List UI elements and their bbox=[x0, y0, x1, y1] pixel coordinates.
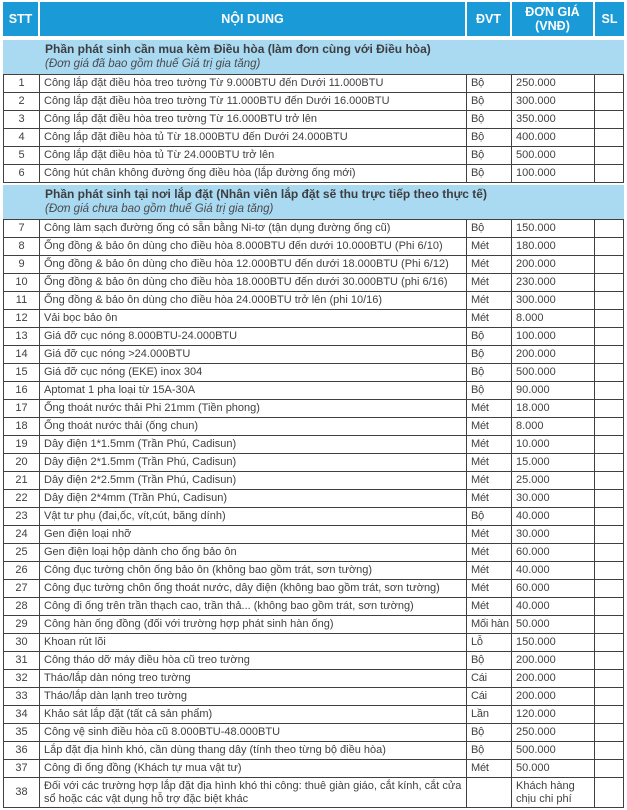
content-cell: Ống đồng & bảo ôn dùng cho điều hòa 8.000BTU đến dưới 10.000BTU (Phi 6/10) bbox=[40, 238, 467, 256]
price-cell: 200.000 bbox=[512, 652, 595, 670]
unit-cell: Bộ bbox=[467, 508, 512, 526]
qty-cell bbox=[595, 111, 624, 129]
price-cell: 180.000 bbox=[512, 238, 595, 256]
qty-cell bbox=[595, 490, 624, 508]
price-cell: 300.000 bbox=[512, 292, 595, 310]
stt-cell: 23 bbox=[3, 508, 40, 526]
qty-cell bbox=[595, 75, 624, 93]
content-cell: Aptomat 1 pha loại từ 15A-30A bbox=[40, 382, 467, 400]
unit-cell: Bộ bbox=[467, 328, 512, 346]
content-cell: Gen điện loại nhỡ bbox=[40, 526, 467, 544]
table-row bbox=[3, 562, 624, 580]
unit-cell: Mét bbox=[467, 400, 512, 418]
qty-cell bbox=[595, 256, 624, 274]
content-cell: Công tháo dỡ máy điều hòa cũ treo tường bbox=[40, 652, 467, 670]
stt-cell: 26 bbox=[3, 562, 40, 580]
unit-cell: Mét bbox=[467, 598, 512, 616]
unit-cell bbox=[467, 778, 512, 808]
content-cell: Công đi ống trên trần thạch cao, trần thả... (không bao gồm trát, sơn tường) bbox=[40, 598, 467, 616]
qty-cell bbox=[595, 436, 624, 454]
qty-cell bbox=[595, 328, 624, 346]
section-subtitle: (Đơn giá chưa bao gồm thuế Giá trị gia tăng) bbox=[45, 203, 274, 215]
stt-cell: 8 bbox=[3, 238, 40, 256]
unit-cell: Bộ bbox=[467, 220, 512, 238]
price-cell: 25.000 bbox=[512, 472, 595, 490]
table-row bbox=[3, 93, 624, 111]
price-cell: 90.000 bbox=[512, 382, 595, 400]
stt-cell: 37 bbox=[3, 760, 40, 778]
table-row bbox=[3, 165, 624, 183]
price-cell: 50.000 bbox=[512, 616, 595, 634]
content-cell: Công lắp đặt điều hòa treo tường Từ 11.000BTU đến Dưới 16.000BTU bbox=[40, 93, 467, 111]
price-cell: 150.000 bbox=[512, 634, 595, 652]
table-row bbox=[3, 580, 624, 598]
qty-cell bbox=[595, 274, 624, 292]
table-row bbox=[3, 526, 624, 544]
unit-cell: Mét bbox=[467, 580, 512, 598]
section-header-row bbox=[3, 183, 624, 220]
stt-cell: 17 bbox=[3, 400, 40, 418]
table-row bbox=[3, 436, 624, 454]
unit-cell: Bộ bbox=[467, 75, 512, 93]
content-cell: Công đi ống đồng (Khách tự mua vật tư) bbox=[40, 760, 467, 778]
unit-cell: Mét bbox=[467, 256, 512, 274]
qty-cell bbox=[595, 165, 624, 183]
price-cell: 18.000 bbox=[512, 400, 595, 418]
unit-cell: Bộ bbox=[467, 147, 512, 165]
price-cell: 150.000 bbox=[512, 220, 595, 238]
unit-cell: Lỗ bbox=[467, 634, 512, 652]
price-cell: 250.000 bbox=[512, 75, 595, 93]
stt-cell: 20 bbox=[3, 454, 40, 472]
table-row bbox=[3, 544, 624, 562]
stt-cell: 5 bbox=[3, 147, 40, 165]
table-row bbox=[3, 454, 624, 472]
qty-cell bbox=[595, 724, 624, 742]
price-cell: 8.000 bbox=[512, 310, 595, 328]
qty-cell bbox=[595, 760, 624, 778]
unit-cell: Bộ bbox=[467, 652, 512, 670]
table-row bbox=[3, 616, 624, 634]
unit-cell: Mét bbox=[467, 238, 512, 256]
stt-cell: 29 bbox=[3, 616, 40, 634]
column-header-row bbox=[3, 2, 624, 38]
price-cell: 200.000 bbox=[512, 688, 595, 706]
price-cell: 120.000 bbox=[512, 706, 595, 724]
unit-cell: Cái bbox=[467, 670, 512, 688]
price-cell: 350.000 bbox=[512, 111, 595, 129]
content-cell: Giá đỡ cục nóng (EKE) inox 304 bbox=[40, 364, 467, 382]
stt-cell: 28 bbox=[3, 598, 40, 616]
unit-cell: Mét bbox=[467, 436, 512, 454]
table-row bbox=[3, 418, 624, 436]
unit-cell: Bộ bbox=[467, 364, 512, 382]
table-row bbox=[3, 400, 624, 418]
table-row bbox=[3, 508, 624, 526]
table-row bbox=[3, 328, 624, 346]
stt-cell: 19 bbox=[3, 436, 40, 454]
stt-cell: 16 bbox=[3, 382, 40, 400]
content-cell: Vật tư phụ (đai,ốc, vít,cút, băng dính) bbox=[40, 508, 467, 526]
price-cell: 40.000 bbox=[512, 508, 595, 526]
section-subtitle: (Đơn giá đã bao gồm thuế Giá trị gia tăng) bbox=[45, 58, 261, 70]
table-row bbox=[3, 760, 624, 778]
qty-cell bbox=[595, 634, 624, 652]
qty-cell bbox=[595, 382, 624, 400]
stt-cell: 15 bbox=[3, 364, 40, 382]
content-cell: Công đục tường chôn ống bảo ôn (không bao gồm trát, sơn tường) bbox=[40, 562, 467, 580]
unit-cell: Mét bbox=[467, 760, 512, 778]
qty-cell bbox=[595, 670, 624, 688]
content-cell: Tháo/lắp dàn lạnh treo tường bbox=[40, 688, 467, 706]
price-cell: 500.000 bbox=[512, 147, 595, 165]
unit-cell: Mét bbox=[467, 472, 512, 490]
section-title: Phần phát sinh tại nơi lắp đặt (Nhân viên lắp đặt sẽ thu trực tiếp theo thực tế) bbox=[45, 187, 487, 201]
qty-cell bbox=[595, 400, 624, 418]
section-header-cell bbox=[3, 183, 624, 220]
qty-cell bbox=[595, 598, 624, 616]
stt-cell: 3 bbox=[3, 111, 40, 129]
price-cell: 200.000 bbox=[512, 670, 595, 688]
table-row bbox=[3, 364, 624, 382]
content-cell: Ống đồng & bảo ôn dùng cho điều hòa 24.000BTU trở lên (phi 10/16) bbox=[40, 292, 467, 310]
stt-cell: 31 bbox=[3, 652, 40, 670]
price-cell: 100.000 bbox=[512, 165, 595, 183]
qty-cell bbox=[595, 526, 624, 544]
content-cell: Dây điện 2*4mm (Trần Phú, Cadisun) bbox=[40, 490, 467, 508]
stt-cell: 32 bbox=[3, 670, 40, 688]
stt-cell: 7 bbox=[3, 220, 40, 238]
qty-cell bbox=[595, 652, 624, 670]
price-cell: 300.000 bbox=[512, 93, 595, 111]
qty-cell bbox=[595, 778, 624, 808]
unit-cell: Mét bbox=[467, 292, 512, 310]
content-cell: Công làm sạch đường ống có sẵn bằng Ni-tơ (tận dụng đường ống cũ) bbox=[40, 220, 467, 238]
unit-cell: Bộ bbox=[467, 111, 512, 129]
table-row bbox=[3, 220, 624, 238]
table-row bbox=[3, 778, 624, 808]
content-cell: Gen điện loại hộp dành cho ống bảo ôn bbox=[40, 544, 467, 562]
qty-cell bbox=[595, 238, 624, 256]
table-row bbox=[3, 256, 624, 274]
table-row bbox=[3, 472, 624, 490]
qty-cell bbox=[595, 706, 624, 724]
price-cell: 400.000 bbox=[512, 129, 595, 147]
unit-cell: Cái bbox=[467, 688, 512, 706]
column-header-content: NỘI DUNG bbox=[40, 2, 467, 38]
content-cell: Công lắp đặt điều hòa tủ Từ 24.000BTU trở lên bbox=[40, 147, 467, 165]
table-row bbox=[3, 670, 624, 688]
stt-cell: 36 bbox=[3, 742, 40, 760]
stt-cell: 13 bbox=[3, 328, 40, 346]
unit-cell: Mét bbox=[467, 526, 512, 544]
price-cell: 230.000 bbox=[512, 274, 595, 292]
content-cell: Khảo sát lắp đặt (tất cả sản phẩm) bbox=[40, 706, 467, 724]
section-header-cell bbox=[3, 38, 624, 75]
column-header-qty: SL bbox=[595, 2, 624, 38]
table-row bbox=[3, 238, 624, 256]
table-row bbox=[3, 742, 624, 760]
content-cell: Khoan rút lõi bbox=[40, 634, 467, 652]
stt-cell: 24 bbox=[3, 526, 40, 544]
qty-cell bbox=[595, 508, 624, 526]
content-cell: Dây điện 2*1.5mm (Trần Phú, Cadisun) bbox=[40, 454, 467, 472]
stt-cell: 22 bbox=[3, 490, 40, 508]
qty-cell bbox=[595, 364, 624, 382]
qty-cell bbox=[595, 544, 624, 562]
stt-cell: 6 bbox=[3, 165, 40, 183]
table-row bbox=[3, 129, 624, 147]
unit-cell: Bộ bbox=[467, 724, 512, 742]
table-body bbox=[3, 38, 624, 808]
table-row bbox=[3, 292, 624, 310]
content-cell: Vải bọc bảo ôn bbox=[40, 310, 467, 328]
content-cell: Công vệ sinh điều hòa cũ 8.000BTU-48.000BTU bbox=[40, 724, 467, 742]
table-row bbox=[3, 634, 624, 652]
stt-cell: 14 bbox=[3, 346, 40, 364]
stt-cell: 34 bbox=[3, 706, 40, 724]
content-cell: Đối với các trường hợp lắp đặt địa hình khó thi công: thuê giàn giáo, cắt kính, cắt cửa sổ hoặc các vật dụng hỗ trợ đặc biệt khác bbox=[40, 778, 467, 808]
column-header-price: ĐƠN GIÁ (VNĐ) bbox=[512, 2, 595, 38]
unit-cell: Bộ bbox=[467, 129, 512, 147]
unit-cell: Bộ bbox=[467, 742, 512, 760]
table-row bbox=[3, 598, 624, 616]
table-row bbox=[3, 490, 624, 508]
qty-cell bbox=[595, 129, 624, 147]
stt-cell: 1 bbox=[3, 75, 40, 93]
qty-cell bbox=[595, 454, 624, 472]
column-header-unit: ĐVT bbox=[467, 2, 512, 38]
qty-cell bbox=[595, 688, 624, 706]
qty-cell bbox=[595, 93, 624, 111]
content-cell: Giá đỡ cục nóng >24.000BTU bbox=[40, 346, 467, 364]
content-cell: Lắp đặt địa hình khó, cần dùng thang dây (tính theo từng bộ điều hòa) bbox=[40, 742, 467, 760]
table-row bbox=[3, 346, 624, 364]
unit-cell: Bộ bbox=[467, 165, 512, 183]
stt-cell: 10 bbox=[3, 274, 40, 292]
unit-cell: Mối hàn bbox=[467, 616, 512, 634]
price-cell: 500.000 bbox=[512, 364, 595, 382]
stt-cell: 12 bbox=[3, 310, 40, 328]
price-table bbox=[3, 2, 624, 808]
price-cell: 40.000 bbox=[512, 562, 595, 580]
price-cell: 60.000 bbox=[512, 544, 595, 562]
content-cell: Công lắp đặt điều hòa treo tường Từ 16.000BTU trở lên bbox=[40, 111, 467, 129]
content-cell: Công lắp đặt điều hòa tủ Từ 18.000BTU đến Dưới 24.000BTU bbox=[40, 129, 467, 147]
stt-cell: 27 bbox=[3, 580, 40, 598]
price-cell: 40.000 bbox=[512, 598, 595, 616]
stt-cell: 21 bbox=[3, 472, 40, 490]
table-row bbox=[3, 75, 624, 93]
unit-cell: Mét bbox=[467, 454, 512, 472]
stt-cell: 4 bbox=[3, 129, 40, 147]
table-row bbox=[3, 382, 624, 400]
qty-cell bbox=[595, 418, 624, 436]
stt-cell: 25 bbox=[3, 544, 40, 562]
section-header-row bbox=[3, 38, 624, 75]
unit-cell: Bộ bbox=[467, 346, 512, 364]
content-cell: Ống đồng & bảo ôn dùng cho điều hòa 12.000BTU đến dưới 18.000BTU (Phi 6/12) bbox=[40, 256, 467, 274]
unit-cell: Lần bbox=[467, 706, 512, 724]
table-row bbox=[3, 688, 624, 706]
price-cell: Khách hàng chịu chi phí bbox=[512, 778, 595, 808]
price-cell: 50.000 bbox=[512, 760, 595, 778]
qty-cell bbox=[595, 580, 624, 598]
content-cell: Tháo/lắp dàn nóng treo tường bbox=[40, 670, 467, 688]
unit-cell: Mét bbox=[467, 274, 512, 292]
unit-cell: Bộ bbox=[467, 382, 512, 400]
unit-cell: Mét bbox=[467, 310, 512, 328]
stt-cell: 2 bbox=[3, 93, 40, 111]
content-cell: Ống đồng & bảo ôn dùng cho điều hòa 18.000BTU đến dưới 30.000BTU (phi 6/16) bbox=[40, 274, 467, 292]
price-cell: 200.000 bbox=[512, 346, 595, 364]
qty-cell bbox=[595, 742, 624, 760]
unit-cell: Mét bbox=[467, 418, 512, 436]
table-row bbox=[3, 724, 624, 742]
content-cell: Giá đỡ cục nóng 8.000BTU-24.000BTU bbox=[40, 328, 467, 346]
stt-cell: 33 bbox=[3, 688, 40, 706]
price-cell: 200.000 bbox=[512, 256, 595, 274]
stt-cell: 18 bbox=[3, 418, 40, 436]
qty-cell bbox=[595, 616, 624, 634]
stt-cell: 11 bbox=[3, 292, 40, 310]
content-cell: Dây điện 2*2.5mm (Trần Phú, Cadisun) bbox=[40, 472, 467, 490]
unit-cell: Mét bbox=[467, 544, 512, 562]
table-row bbox=[3, 310, 624, 328]
price-cell: 30.000 bbox=[512, 526, 595, 544]
content-cell: Công lắp đặt điều hòa treo tường Từ 9.000BTU đến Dưới 11.000BTU bbox=[40, 75, 467, 93]
content-cell: Công hút chân không đường ống điều hòa (lắp đường ống mới) bbox=[40, 165, 467, 183]
stt-cell: 9 bbox=[3, 256, 40, 274]
table-row bbox=[3, 147, 624, 165]
price-cell: 10.000 bbox=[512, 436, 595, 454]
section-title: Phần phát sinh cần mua kèm Điều hòa (làm đơn cùng với Điều hòa) bbox=[45, 42, 431, 56]
price-cell: 250.000 bbox=[512, 724, 595, 742]
price-cell: 60.000 bbox=[512, 580, 595, 598]
qty-cell bbox=[595, 310, 624, 328]
content-cell: Ống thoát nước thải Phi 21mm (Tiền phong) bbox=[40, 400, 467, 418]
stt-cell: 38 bbox=[3, 778, 40, 808]
table-row bbox=[3, 706, 624, 724]
unit-cell: Mét bbox=[467, 490, 512, 508]
price-cell: 30.000 bbox=[512, 490, 595, 508]
price-cell: 500.000 bbox=[512, 742, 595, 760]
qty-cell bbox=[595, 147, 624, 165]
column-header-stt: STT bbox=[3, 2, 40, 38]
unit-cell: Mét bbox=[467, 562, 512, 580]
table-row bbox=[3, 111, 624, 129]
table-row bbox=[3, 652, 624, 670]
qty-cell bbox=[595, 346, 624, 364]
table-row bbox=[3, 274, 624, 292]
content-cell: Công hàn ống đồng (đối với trường hợp phát sinh hàn ống) bbox=[40, 616, 467, 634]
qty-cell bbox=[595, 472, 624, 490]
unit-cell: Bộ bbox=[467, 93, 512, 111]
stt-cell: 30 bbox=[3, 634, 40, 652]
content-cell: Công đục tường chôn ống thoát nước, dây điện (không bao gồm trát, sơn tường) bbox=[40, 580, 467, 598]
qty-cell bbox=[595, 220, 624, 238]
qty-cell bbox=[595, 292, 624, 310]
price-cell: 100.000 bbox=[512, 328, 595, 346]
content-cell: Ống thoát nước thải (ống chun) bbox=[40, 418, 467, 436]
qty-cell bbox=[595, 562, 624, 580]
content-cell: Dây điện 1*1.5mm (Trần Phú, Cadisun) bbox=[40, 436, 467, 454]
price-cell: 15.000 bbox=[512, 454, 595, 472]
price-cell: 8.000 bbox=[512, 418, 595, 436]
stt-cell: 35 bbox=[3, 724, 40, 742]
